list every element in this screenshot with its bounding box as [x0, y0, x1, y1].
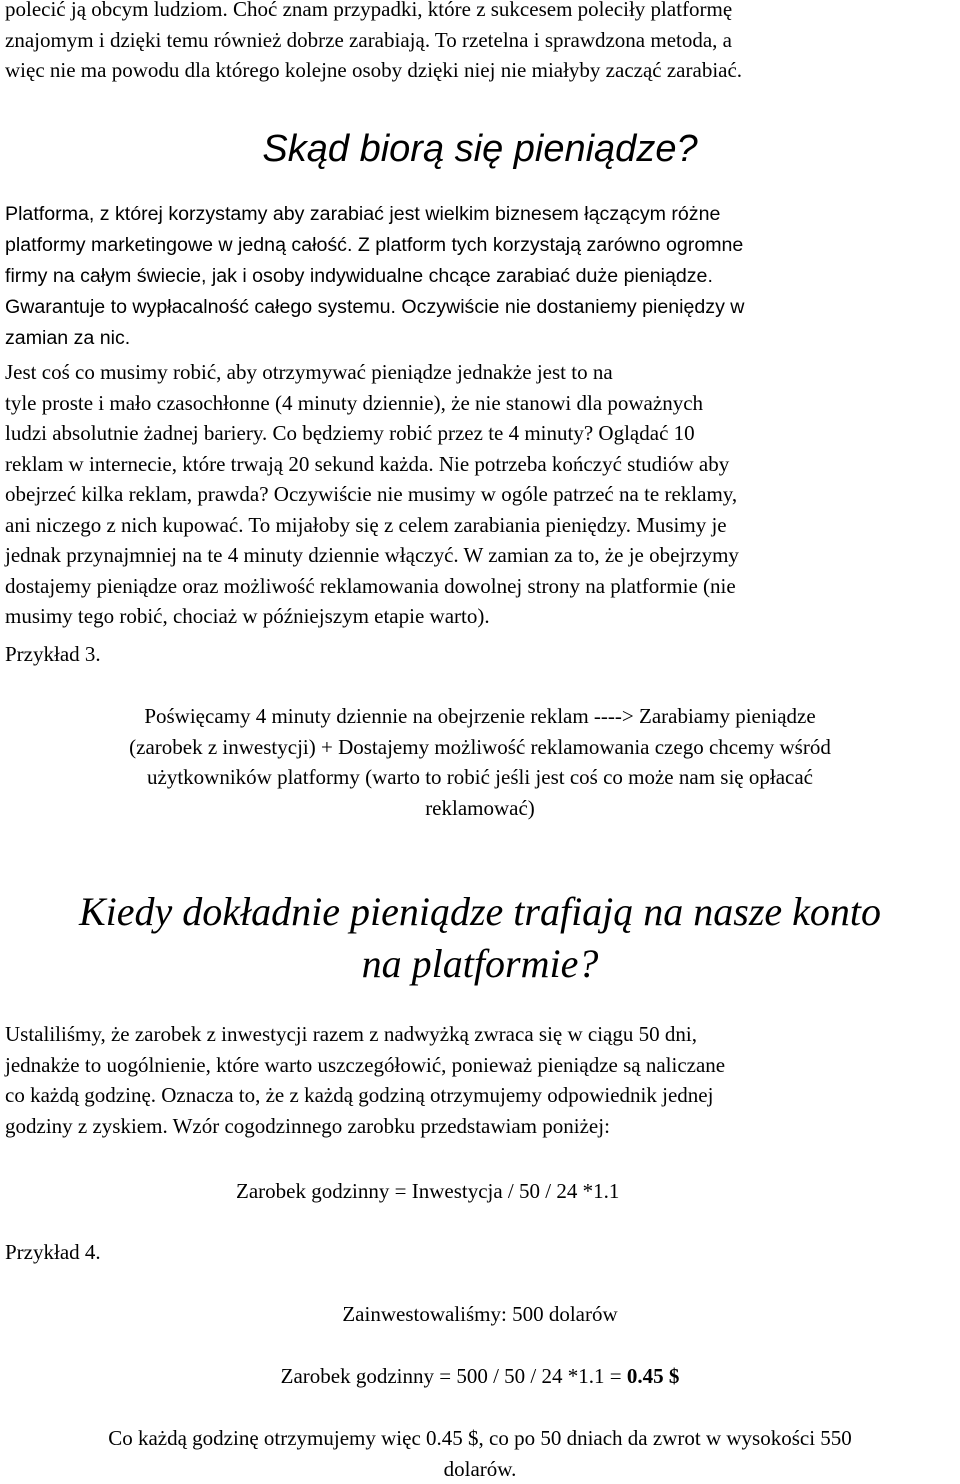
hourly-formula: Zarobek godzinny = Inwestycja / 50 / 24 *1.1	[236, 1179, 620, 1203]
invested-amount: Zainwestowaliśmy: 500 dolarów	[342, 1302, 618, 1326]
example-4-label: Przykład 4.	[5, 1240, 101, 1264]
ads-paragraph: Jest coś co musimy robić, aby otrzymywać pieniądze jednakże jest to na tyle proste i mało czasochłonne (4 minuty dziennie), że nie stanowi dla poważnych ludzi absolutnie żadnej bariery. Co będziemy robić przez te 4 minuty? Oglądać 10 reklam w internecie, które trwają 20 sekund każda. Nie potrzeba kończyć studiów aby obejrzeć kilka reklam, prawda? Oczywiście nie musimy w ogóle patrzeć na te reklamy, ani niczego z nich kupować. To mijałoby się z celem zarabiania pieniędzy. Musimy je jednak przynajmniej na te 4 minuty dziennie włączyć. W zamian za to, że je obejrzymy dostajemy pieniądze oraz możliwość reklamowania dowolnej strony na platformie (nie musimy tego robić, chociaż w późniejszym etapie warto).	[5, 360, 739, 628]
earnings-paragraph: Ustaliliśmy, że zarobek z inwestycji razem z nadwyżką zwraca się w ciągu 50 dni, jednakże to uogólnienie, które warto uszczegółowić, ponieważ pieniądze są naliczane co każdą godzinę. Oznacza to, że z każdą godziną otrzymujemy odpowiednik jednej godziny z zyskiem. Wzór cogodzinnego zarobku przedstawiam poniżej:	[5, 1022, 726, 1138]
intro-paragraph: polecić ją obcym ludziom. Choć znam przypadki, które z sukcesem poleciły platformę znajomym i dzięki temu również dobrze zarabiają. To rzetelna i sprawdzona metoda, a więc nie ma powodu dla którego kolejne osoby dzięki niej nie miałyby zacząć zarabiać.	[5, 0, 743, 82]
calculation-expression: Zarobek godzinny = 500 / 50 / 24 *1.1 =	[280, 1364, 627, 1388]
platform-paragraph: Platforma, z której korzystamy aby zarabiać jest wielkim biznesem łączącym różne platformy marketingowe w jedną całość. Z platform tych korzystają zarówno ogromne firmy na całym świecie, jak i osoby indywidualne chcące zarabiać duże pieniądze. Gwarantuje to wypłacalność całego systemu. Oczywiście nie dostaniemy pieniędzy w zamian za nic.	[5, 203, 745, 349]
section-heading-money-source: Skąd biorą się pieniądze?	[262, 128, 698, 170]
hourly-calculation	[0, 1361, 960, 1392]
section-heading-when-money: Kiedy dokładnie pieniądze trafiają na nasze konto na platformie?	[78, 889, 882, 986]
example-3-text: Poświęcamy 4 minuty dziennie na obejrzenie reklam ----> Zarabiamy pieniądze (zarobek z inwestycji) + Dostajemy możliwość reklamowania czego chcemy wśród użytkowników platformy (warto to robić jeśli jest coś co może nam się opłacać reklamować)	[129, 704, 831, 820]
calculation-result: 0.45 $	[626, 1364, 680, 1388]
closing-paragraph: Co każdą godzinę otrzymujemy więc 0.45 $, co po 50 dniach da zwrot w wysokości 550 dolarów.	[108, 1426, 852, 1481]
example-3-label: Przykład 3.	[5, 642, 101, 666]
